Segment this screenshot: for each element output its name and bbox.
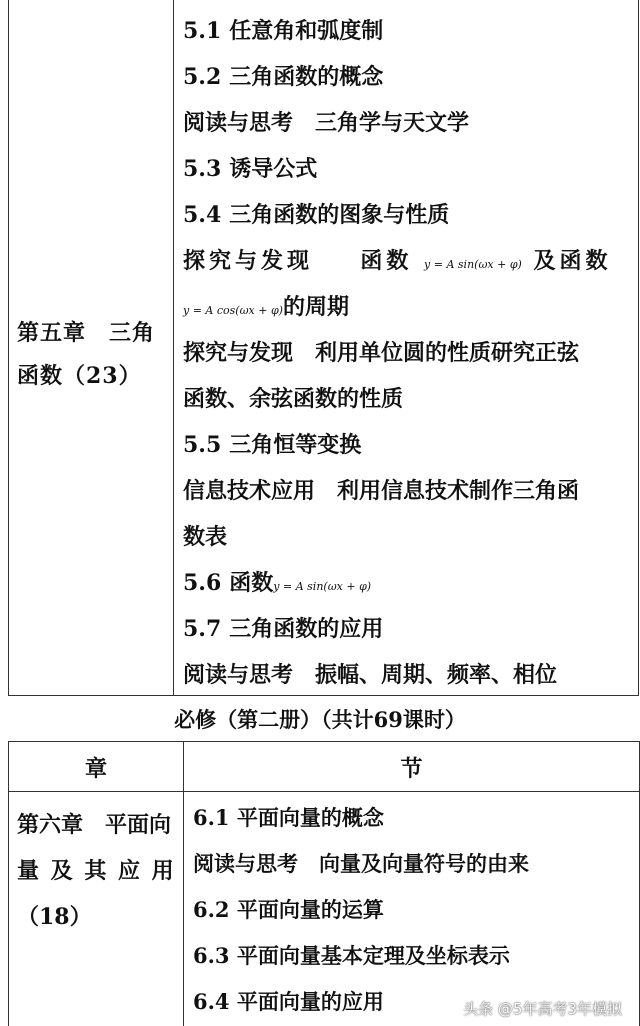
reading-title: 阅读与思考 振幅、周期、频率、相位: [183, 662, 558, 688]
section-line: [183, 152, 317, 183]
section-line: [183, 612, 383, 643]
watermark: 头条 @5年高考3年模拟: [463, 1000, 622, 1018]
chapter-title-line2: 量 及 其 应 用: [17, 858, 176, 884]
chapter-title-line1: 第五章 三角: [17, 320, 156, 346]
chapter-title-line1: 第六章 平面向: [17, 812, 172, 838]
section-line: [183, 428, 361, 459]
section-line: 6.4 平面向量的应用: [193, 989, 384, 1014]
formula-sin: y = A sin(ωx + φ): [273, 580, 372, 593]
section-title: 三角函数的概念: [229, 64, 384, 90]
section-line: [183, 198, 449, 229]
chapter-title: [17, 312, 167, 398]
explore-function-word: 函数: [360, 248, 413, 274]
reading-line: 阅读与思考 向量及向量符号的由来: [193, 851, 529, 876]
column-divider: [183, 742, 184, 1026]
info-line1: [183, 474, 579, 505]
section-line: 6.2 平面向量的运算: [193, 897, 384, 922]
chapter-title-line2: 函数（23）: [17, 363, 142, 389]
section-line: [183, 566, 371, 597]
reading-line: [183, 658, 557, 689]
curriculum-table-chapter5: [8, 0, 639, 696]
curriculum-table-chapter6: [8, 741, 640, 1026]
explore-period: 的周期: [282, 294, 349, 320]
info-text: 数表: [183, 524, 228, 550]
explore2-text: 探究与发现 利用单位圆的性质研究正弦: [183, 340, 580, 366]
explore2-line2: [183, 382, 403, 413]
explore-label: 探究与发现: [183, 248, 314, 274]
explore2-line1: [183, 336, 579, 367]
header-chapter: 章: [84, 756, 107, 782]
section-title: 三角函数的图象与性质: [229, 202, 450, 228]
section-line: [183, 60, 383, 91]
section-line: [183, 14, 383, 45]
header-divider: [9, 791, 639, 792]
chapter-title-line3: （18）: [17, 904, 92, 930]
explore-and-function: 及函数: [533, 248, 612, 274]
explore2-text: 函数、余弦函数的性质: [183, 386, 404, 412]
section-number: 5.7: [183, 616, 222, 642]
info-text: 信息技术应用 利用信息技术制作三角函: [183, 478, 580, 504]
section-number: 5.2: [183, 64, 222, 90]
section-title: 三角恒等变换: [229, 432, 362, 458]
section-line: 6.1 平面向量的概念: [193, 805, 384, 830]
section-number: 5.6: [183, 570, 222, 596]
section-line: 6.3 平面向量基本定理及坐标表示: [193, 943, 510, 968]
section-title: 任意角和弧度制: [229, 18, 384, 44]
volume-title: 必修（第二册）（共计69课时）: [174, 707, 466, 732]
section-number: 5.1: [183, 18, 222, 44]
explore-line-cont: [183, 290, 349, 321]
info-line2: [183, 520, 227, 551]
chapter-title: [17, 802, 181, 940]
formula-sin: y = A sin(ωx + φ): [424, 258, 522, 271]
formula-cos: y = A cos(ωx + φ): [183, 304, 283, 317]
section-title: 函数: [229, 570, 274, 596]
section-number: 5.5: [183, 432, 222, 458]
section-title: 诱导公式: [229, 156, 318, 182]
header-section: 节: [400, 756, 423, 782]
reading-title: 阅读与思考 三角学与天文学: [183, 110, 470, 136]
chapter-cell: [9, 0, 174, 695]
explore-line: [183, 244, 612, 275]
section-number: 5.3: [183, 156, 222, 182]
section-number: 5.4: [183, 202, 222, 228]
section-title: 三角函数的应用: [229, 616, 384, 642]
reading-line: [183, 106, 469, 137]
